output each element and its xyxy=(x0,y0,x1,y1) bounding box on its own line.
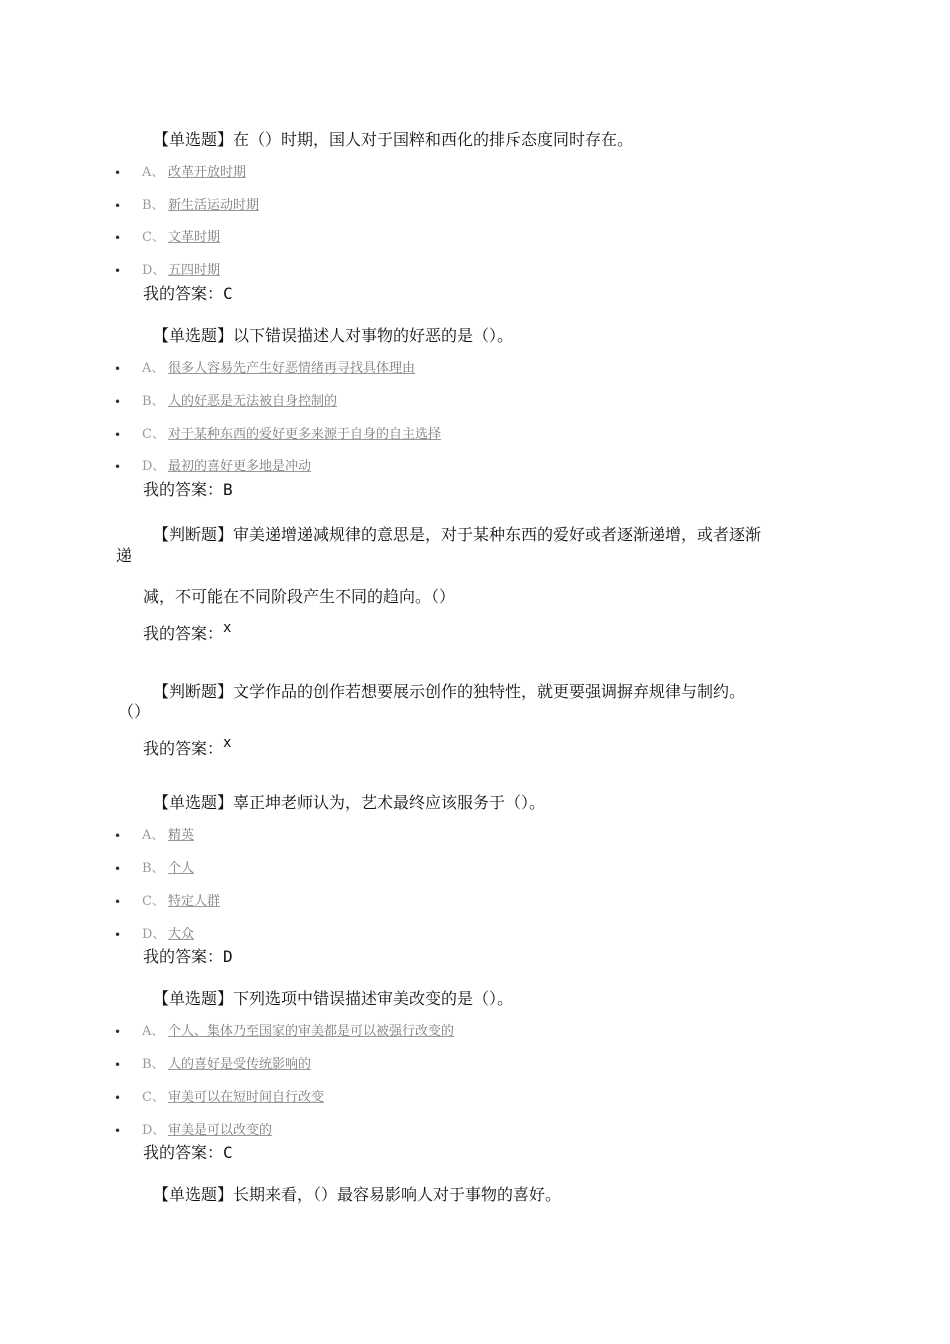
question-5-stem: 【单选题】辜正坤老师认为，艺术最终应该服务于（）。 xyxy=(153,793,546,812)
option-text[interactable]: 五四时期 xyxy=(168,263,221,278)
question-6-answer xyxy=(143,1143,233,1163)
option-text[interactable]: 很多人容易先产生好恶情绪再寻找具体理由 xyxy=(168,361,416,376)
option-text[interactable]: 个人 xyxy=(168,861,195,876)
question-3-stem-line-1: 【判断题】审美递增递减规律的意思是，对于某种东西的爱好或者逐渐递增，或者逐渐 xyxy=(153,525,762,544)
bullet-icon: • xyxy=(114,395,122,409)
question-3-stem-line-2: 递 xyxy=(116,546,133,565)
bullet-icon: • xyxy=(114,264,122,278)
question-4-stem-line-2: （） xyxy=(118,702,151,721)
bullet-icon: • xyxy=(114,1058,122,1072)
option-letter: A、 xyxy=(142,361,165,376)
question-4-stem-line-1: 【判断题】文学作品的创作若想要展示创作的独特性，就更要强调摒弃规律与制约。 xyxy=(153,682,746,701)
option-text[interactable]: 新生活运动时期 xyxy=(168,198,260,213)
option-letter: D、 xyxy=(142,263,166,278)
question-3-answer xyxy=(143,620,232,645)
answer-value: C xyxy=(223,1143,233,1162)
option-text[interactable]: 审美是可以改变的 xyxy=(168,1123,273,1138)
answer-label: 我的答案： xyxy=(143,1143,224,1162)
option-letter: B、 xyxy=(142,1057,165,1072)
bullet-icon: • xyxy=(114,862,122,876)
answer-value: B xyxy=(223,480,233,499)
option-letter: D、 xyxy=(142,1123,166,1138)
option-text[interactable]: 人的喜好是受传统影响的 xyxy=(168,1057,312,1072)
option-text[interactable]: 最初的喜好更多地是冲动 xyxy=(168,459,312,474)
question-7-stem: 【单选题】长期来看，（）最容易影响人对于事物的喜好。 xyxy=(153,1185,562,1204)
question-6-stem: 【单选题】下列选项中错误描述审美改变的是（）。 xyxy=(153,989,514,1008)
option-text[interactable]: 个人、集体乃至国家的审美都是可以被强行改变的 xyxy=(168,1024,455,1039)
option-letter: A、 xyxy=(142,1024,165,1039)
option-text[interactable]: 改革开放时期 xyxy=(168,165,247,180)
answer-value: D xyxy=(223,947,233,966)
bullet-icon: • xyxy=(114,895,122,909)
bullet-icon: • xyxy=(114,199,122,213)
option-text[interactable]: 大众 xyxy=(168,927,195,942)
option-letter: B、 xyxy=(142,861,165,876)
question-5-answer xyxy=(143,947,233,967)
answer-value: x xyxy=(223,620,232,636)
question-1-answer xyxy=(143,284,233,304)
bullet-icon: • xyxy=(114,1091,122,1105)
bullet-icon: • xyxy=(114,166,122,180)
option-letter: A、 xyxy=(142,165,165,180)
option-letter: D、 xyxy=(142,459,166,474)
bullet-icon: • xyxy=(114,1124,122,1138)
option-text[interactable]: 精英 xyxy=(168,828,195,843)
option-text[interactable]: 对于某种东西的爱好更多来源于自身的自主选择 xyxy=(168,427,442,442)
option-letter: B、 xyxy=(142,198,165,213)
answer-label: 我的答案： xyxy=(143,284,224,303)
option-text[interactable]: 人的好恶是无法被自身控制的 xyxy=(168,394,338,409)
bullet-icon: • xyxy=(114,428,122,442)
option-letter: C、 xyxy=(142,894,165,909)
option-text[interactable]: 特定人群 xyxy=(168,894,221,909)
bullet-icon: • xyxy=(114,928,122,942)
bullet-icon: • xyxy=(114,460,122,474)
bullet-icon: • xyxy=(114,362,122,376)
answer-label: 我的答案： xyxy=(143,480,224,499)
bullet-icon: • xyxy=(114,1025,122,1039)
question-4-answer xyxy=(143,735,232,760)
bullet-icon: • xyxy=(114,231,122,245)
answer-value: C xyxy=(223,284,233,303)
question-2-answer xyxy=(143,480,233,500)
option-text[interactable]: 审美可以在短时间自行改变 xyxy=(168,1090,325,1105)
option-letter: C、 xyxy=(142,1090,165,1105)
option-letter: A、 xyxy=(142,828,165,843)
option-letter: D、 xyxy=(142,927,166,942)
bullet-icon: • xyxy=(114,829,122,843)
question-3-stem-line-3: 减，不可能在不同阶段产生不同的趋向。（） xyxy=(143,587,456,606)
answer-value: x xyxy=(223,735,232,751)
question-2-stem: 【单选题】以下错误描述人对事物的好恶的是（）。 xyxy=(153,326,514,345)
option-letter: C、 xyxy=(142,427,165,442)
question-1-stem: 【单选题】在（）时期，国人对于国粹和西化的排斥态度同时存在。 xyxy=(153,130,634,149)
option-letter: B、 xyxy=(142,394,165,409)
answer-label: 我的答案： xyxy=(143,739,224,758)
option-text[interactable]: 文革时期 xyxy=(168,230,221,245)
answer-label: 我的答案： xyxy=(143,947,224,966)
option-letter: C、 xyxy=(142,230,165,245)
answer-label: 我的答案： xyxy=(143,624,224,643)
